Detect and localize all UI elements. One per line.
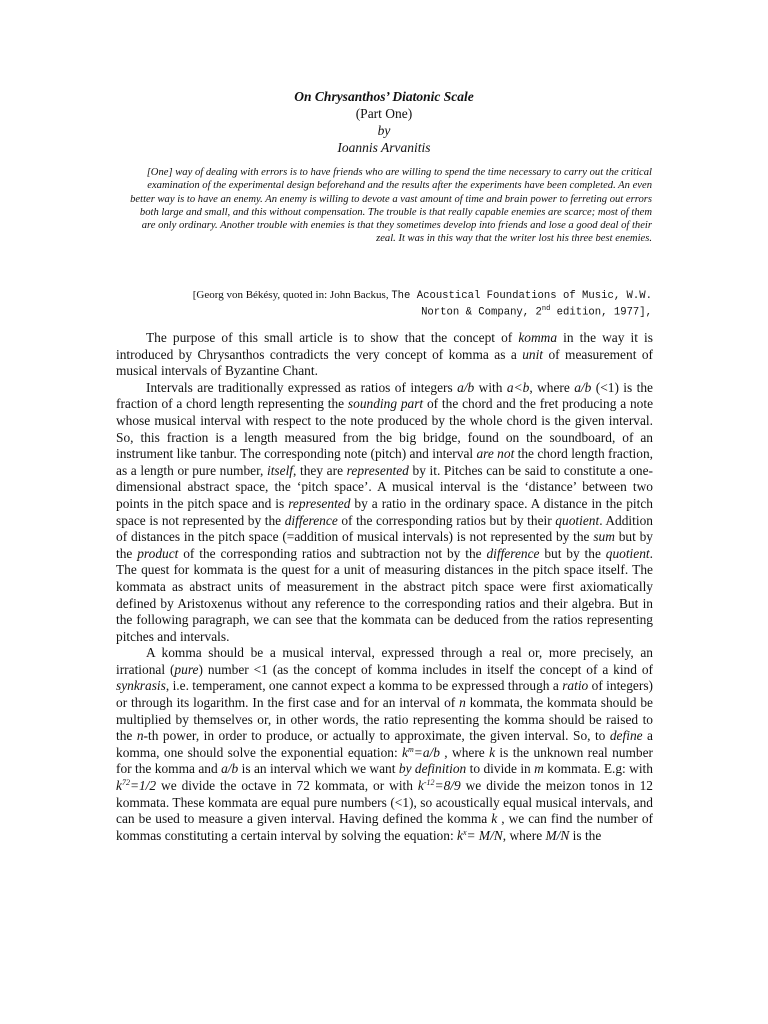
- citation-sup: nd: [541, 305, 551, 314]
- title-block: [0, 88, 768, 156]
- author-name: Ioannis Arvanitis: [337, 140, 431, 155]
- paragraph-3: A komma should be a musical interval, expressed through a real or, more precisely, an irrational (pure) number <1 (as the concept of komma includes in itself the concept of a kind of synkrasis, i.e. temperament, one cannot expect a komma to be expressed through a ratio of integers) or through its logarithm. In the first case and for an interval of n kommata, the kommata should be multiplied by themselves or, in other words, the ratio representing the komma should be raised to the n-th power, in order to produce, or actually to approximate, the given interval. So, to define a komma, one should solve the exponential equation: $k^m=a/b$ , where k is the unknown real number for the komma and a/b is an interval which we want by definition to divide in m kommata. E.g: with $k^{72}=1/2$ we divide the octave in 72 kommata, or with $k^{-12}=8/9$ we divide the meizon tonos in 12 kommata. These kommata are equal pure numbers (<1), so acoustically equal musical intervals, and can be used to measure a given interval. Having defined the komma k , we can find the number of kommas constituting a certain interval by solving the equation: $k^x= M/N$, where M/N is the: [116, 645, 654, 843]
- citation-suffix: edition, 1977],: [550, 307, 652, 320]
- byline-by: by: [377, 123, 391, 138]
- paragraph-1: The purpose of this small article is to show that the concept of komma in the way it is introduced by Chrysanthos contradicts the very concept of komma as a unit of measurement of musical intervals of Byzantine Chant.: [116, 330, 653, 379]
- paper-title: On Chrysanthos’ Diatonic Scale: [294, 89, 474, 104]
- citation-prefix: [Georg von Békésy, quoted in: John Backus,: [192, 289, 392, 301]
- citation-book: The Acoustical Foundations of Music: [391, 290, 614, 302]
- paragraph-2: Intervals are traditionally expressed as ratios of integers a/b with a<b, where a/b (<1) is the fraction of a chord length representing the sounding part of the chord and the fret producing a note whose musical interval with respect to the note produced by the whole chord is the given interval. So, this fraction is a length measured from the big bridge, found on the soundboard, of an instrument like tanbur. The corresponding note (pitch) and interval are not the chord length fraction, as a length or pure number, itself, they are represented by it. Pitches can be said to constitute a one-dimensional abstract space, the ‘pitch space’. A musical interval is the ‘distance’ between two points in the pitch space and is represented by a ratio in the ordinary space. A distance in the pitch space is not represented by the difference of the corresponding ratios but by their quotient. Addition of distances in the pitch space (=addition of musical intervals) is not represented by the sum but by the product of the corresponding ratios and subtraction not by the difference but by the quotient. The quest for kommata is the quest for a unit of measuring distances in the pitch space itself. The kommata as abstract units of measurement in the abstract pitch space were first axiomatically defined by Aristoxenus without any reference to the corresponding ratios and their algebra. But in the following paragraph, we can see that the kommata can be deduced from the ratios representing pitches and intervals.: [116, 379, 654, 644]
- epigraph-quote: [One] way of dealing with errors is to have friends who are willing to spend the time necessary to carry out the critical examination of the experimental design beforehand and the results after the experiments have been completed. An even better way is to have an enemy. An enemy is willing to devote a vast amount of time and brain power to ferreting out errors both large and small, and this without compensation. The trouble is that really capable enemies are scarce; most of them are only ordinary. Another trouble with enemies is that they sometimes develop into friends and lose a good deal of their zeal. It was in this way that the writer lost his three best enemies.: [130, 167, 652, 245]
- citation-publisher: , W.W. Norton & Company, 2: [421, 290, 652, 320]
- epigraph-citation: [150, 289, 652, 320]
- article-body: [116, 330, 653, 844]
- paper-part: (Part One): [355, 106, 413, 121]
